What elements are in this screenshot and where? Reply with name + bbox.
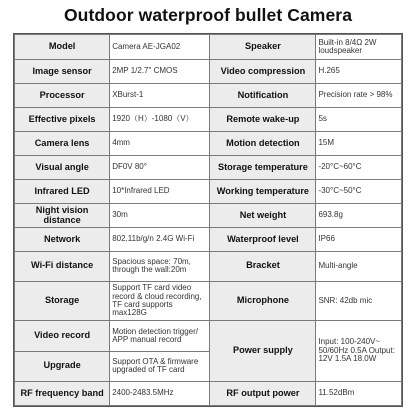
spec-value: 2400-2483.5MHz xyxy=(110,381,210,405)
spec-label: Video compression xyxy=(210,60,316,84)
spec-value: IP66 xyxy=(316,228,402,252)
spec-value: Precision rate > 98% xyxy=(316,84,402,108)
table-row xyxy=(15,321,402,351)
spec-label: Bracket xyxy=(210,252,316,282)
spec-value: SNR: 42db mic xyxy=(316,281,402,321)
table-row xyxy=(15,204,402,228)
spec-label: Image sensor xyxy=(15,60,110,84)
spec-value: H.265 xyxy=(316,60,402,84)
spec-value: 30m xyxy=(110,204,210,228)
spec-label: Infrared LED xyxy=(15,180,110,204)
spec-value: Multi-angle xyxy=(316,252,402,282)
spec-value: Camera AE-JGA02 xyxy=(110,35,210,60)
table-row xyxy=(15,228,402,252)
table-row xyxy=(15,252,402,282)
table-row xyxy=(15,381,402,405)
spec-label: Speaker xyxy=(210,35,316,60)
spec-label: Storage temperature xyxy=(210,156,316,180)
spec-value: 11.52dBm xyxy=(316,381,402,405)
spec-label: Upgrade xyxy=(15,351,110,381)
spec-label: RF output power xyxy=(210,381,316,405)
spec-label: RF frequency band xyxy=(15,381,110,405)
spec-value: 693.8g xyxy=(316,204,402,228)
spec-table xyxy=(14,34,402,406)
table-row xyxy=(15,132,402,156)
spec-value: -20°C~60°C xyxy=(316,156,402,180)
table-row xyxy=(15,108,402,132)
spec-value: 15M xyxy=(316,132,402,156)
spec-label: Night vision distance xyxy=(15,204,110,228)
spec-value: Spacious space: 70m, through the wall:20m xyxy=(110,252,210,282)
spec-value: Built-in 8/4Ω 2W loudspeaker xyxy=(316,35,402,60)
table-row xyxy=(15,281,402,321)
spec-value: 1920（H）-1080（V） xyxy=(110,108,210,132)
spec-value: 802.11b/g/n 2.4G Wi-Fi xyxy=(110,228,210,252)
spec-value: 4mm xyxy=(110,132,210,156)
spec-label: Network xyxy=(15,228,110,252)
spec-label: Processor xyxy=(15,84,110,108)
table-row xyxy=(15,156,402,180)
spec-label: Microphone xyxy=(210,281,316,321)
spec-value: -30°C~50°C xyxy=(316,180,402,204)
spec-label: Video record xyxy=(15,321,110,351)
spec-label: Visual angle xyxy=(15,156,110,180)
spec-table-frame xyxy=(13,33,403,407)
spec-label: Waterproof level xyxy=(210,228,316,252)
spec-label: Effective pixels xyxy=(15,108,110,132)
spec-label: Remote wake-up xyxy=(210,108,316,132)
spec-value: 5s xyxy=(316,108,402,132)
table-row xyxy=(15,180,402,204)
spec-label: Power supply xyxy=(210,321,316,382)
table-row xyxy=(15,60,402,84)
spec-value: 2MP 1/2.7" CMOS xyxy=(110,60,210,84)
spec-value: 10*Infrared LED xyxy=(110,180,210,204)
spec-value: Support TF card video record & cloud recording, TF card supports max128G xyxy=(110,281,210,321)
spec-label: Camera lens xyxy=(15,132,110,156)
spec-label: Model xyxy=(15,35,110,60)
table-row xyxy=(15,84,402,108)
spec-value: Support OTA & firmware upgraded of TF card xyxy=(110,351,210,381)
spec-value: Input: 100-240V~ 50/60Hz 0.5A Output: 12V 1.5A 18.0W xyxy=(316,321,402,382)
spec-value: Motion detection trigger/ APP manual record xyxy=(110,321,210,351)
page-title: Outdoor waterproof bullet Camera xyxy=(63,5,353,25)
spec-label: Motion detection xyxy=(210,132,316,156)
spec-label: Notification xyxy=(210,84,316,108)
spec-label: Net weight xyxy=(210,204,316,228)
spec-value: DF0V 80° xyxy=(110,156,210,180)
spec-label: Wi-Fi distance xyxy=(15,252,110,282)
spec-label: Storage xyxy=(15,281,110,321)
spec-value: XBurst-1 xyxy=(110,84,210,108)
spec-label: Working temperature xyxy=(210,180,316,204)
table-row xyxy=(15,35,402,60)
